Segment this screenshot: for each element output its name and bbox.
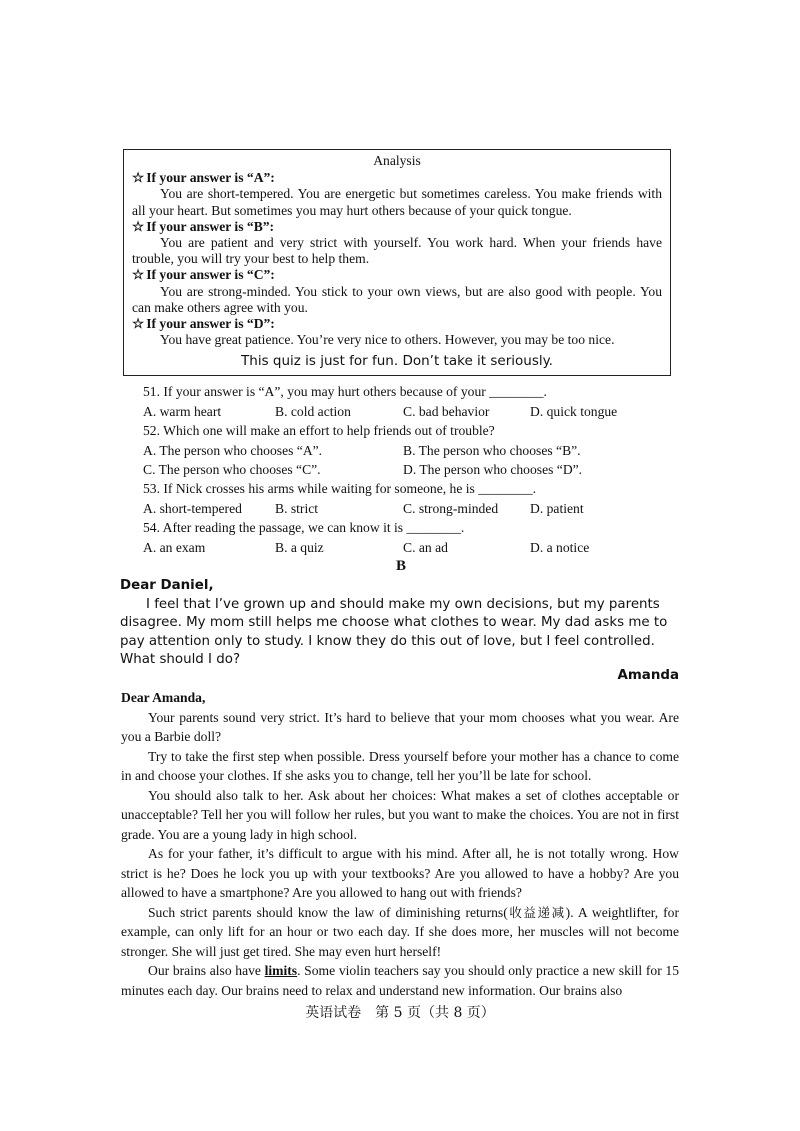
- section-b-heading: B: [396, 558, 407, 574]
- letter-body: I feel that I’ve grown up and should make my own decisions, but my parents disagree. My mom still helps me choose what clothes to wear. My dad asks me to pay attention only to study. I know they do this out of love, but I feel controlled. What should I do?: [120, 596, 668, 667]
- reply-paragraph-4: As for your father, it’s difficult to argue with his mind. After all, he is not totally wrong. How strict is he? Does he lock you up with your textbooks? Are you allowed to have a hobby? Are you allowed to have a smartphone? Are you allowed to hang out with friends?: [121, 846, 679, 900]
- letter-to-daniel: [120, 577, 680, 670]
- answer-b-text: You are patient and very strict with yourself. You work hard. When your friends have trouble, you will try your best to help them.: [132, 235, 662, 267]
- q52-option-d[interactable]: D. The person who chooses “D”.: [403, 462, 583, 477]
- quiz-note: This quiz is just for fun. Don’t take it seriously.: [241, 353, 553, 370]
- analysis-box: [123, 149, 671, 376]
- q52-option-a[interactable]: A. The person who chooses “A”.: [143, 443, 323, 458]
- q51-option-b[interactable]: B. cold action: [275, 404, 351, 419]
- q54-option-c[interactable]: C. an ad: [403, 540, 448, 555]
- star-icon: ☆: [132, 267, 145, 283]
- answer-d-heading: ☆ If your answer is “D”:: [132, 316, 275, 332]
- reply-paragraph-3: You should also talk to her. Ask about her choices: What makes a set of clothes acceptable or unacceptable? Tell her you will follow her rules, but you want to make the choices. You are not in first grade. You are a young lady in high school.: [121, 787, 679, 842]
- q53-option-b[interactable]: B. strict: [275, 501, 319, 516]
- q52-option-c[interactable]: C. The person who chooses “C”.: [143, 462, 321, 477]
- q53-option-a[interactable]: A. short-tempered: [143, 501, 242, 516]
- q54-option-a[interactable]: A. an exam: [143, 540, 206, 555]
- page-footer: 英语试卷 第 5 页（共 8 页）: [305, 1005, 495, 1021]
- reply-paragraph-6: Our brains also have limits. Some violin teachers say you should only practice a new skill for 15 minutes each day. Our brains need to relax and understand new information. Our brains also: [121, 963, 679, 998]
- underlined-keyword: limits: [264, 963, 298, 978]
- reply-paragraph-5: Such strict parents should know the law of diminishing returns(收益递减). A weightlifter, for example, can only lift for an hour or two each day. If she does more, her muscles will not become stronger. She will just get tired. She may even hurt herself!: [121, 904, 679, 959]
- q54-option-b[interactable]: B. a quiz: [275, 540, 324, 555]
- question-51: 51. If your answer is “A”, you may hurt others because of your ________.: [143, 384, 547, 399]
- answer-c-text: You are strong-minded. You stick to your own views, but are also good with people. You can make others agree with you.: [132, 283, 662, 315]
- q54-option-d[interactable]: D. a notice: [530, 540, 590, 555]
- reply-paragraph-2: Try to take the first step when possible. Dress yourself before your mother has a chance to come in and choose your clothes. If she asks you to change, tell her you’ll be late for school.: [121, 748, 679, 783]
- reply-to-amanda: [121, 688, 679, 1000]
- letter-salutation: Dear Daniel,: [120, 578, 214, 593]
- star-icon: ☆: [132, 170, 145, 186]
- letter-signature: Amanda: [617, 668, 679, 683]
- question-54: 54. After reading the passage, we can know it is ________.: [143, 520, 465, 535]
- q53-option-d[interactable]: D. patient: [530, 501, 584, 516]
- reply-paragraph-1: Your parents sound very strict. It’s hard to believe that your mom chooses what you wear. Are you a Barbie doll?: [121, 709, 679, 744]
- q52-option-b[interactable]: B. The person who chooses “B”.: [403, 443, 581, 458]
- q51-option-a[interactable]: A. warm heart: [143, 404, 222, 419]
- star-icon: ☆: [132, 218, 145, 234]
- analysis-title: Analysis: [373, 153, 421, 168]
- question-52: 52. Which one will make an effort to help friends out of trouble?: [143, 423, 495, 438]
- q51-option-d[interactable]: D. quick tongue: [530, 404, 618, 419]
- q53-option-c[interactable]: C. strong-minded: [403, 501, 499, 516]
- answer-a-text: You are short-tempered. You are energetic but sometimes careless. You make friends with all your heart. But sometimes you may hurt others because of your quick tongue.: [132, 186, 662, 218]
- answer-d-text: You have great patience. You’re very nice to others. However, you may be too nice.: [160, 332, 615, 348]
- answer-a-heading: ☆ If your answer is “A”:: [132, 170, 275, 186]
- answer-c-heading: ☆ If your answer is “C”:: [132, 267, 275, 283]
- chinese-gloss: 收益递减: [507, 904, 566, 920]
- reply-salutation: Dear Amanda,: [121, 690, 206, 705]
- answer-b-heading: ☆ If your answer is “B”:: [132, 218, 275, 234]
- star-icon: ☆: [132, 316, 145, 332]
- question-53: 53. If Nick crosses his arms while waiting for someone, he is ________.: [143, 481, 537, 496]
- q51-option-c[interactable]: C. bad behavior: [403, 404, 490, 419]
